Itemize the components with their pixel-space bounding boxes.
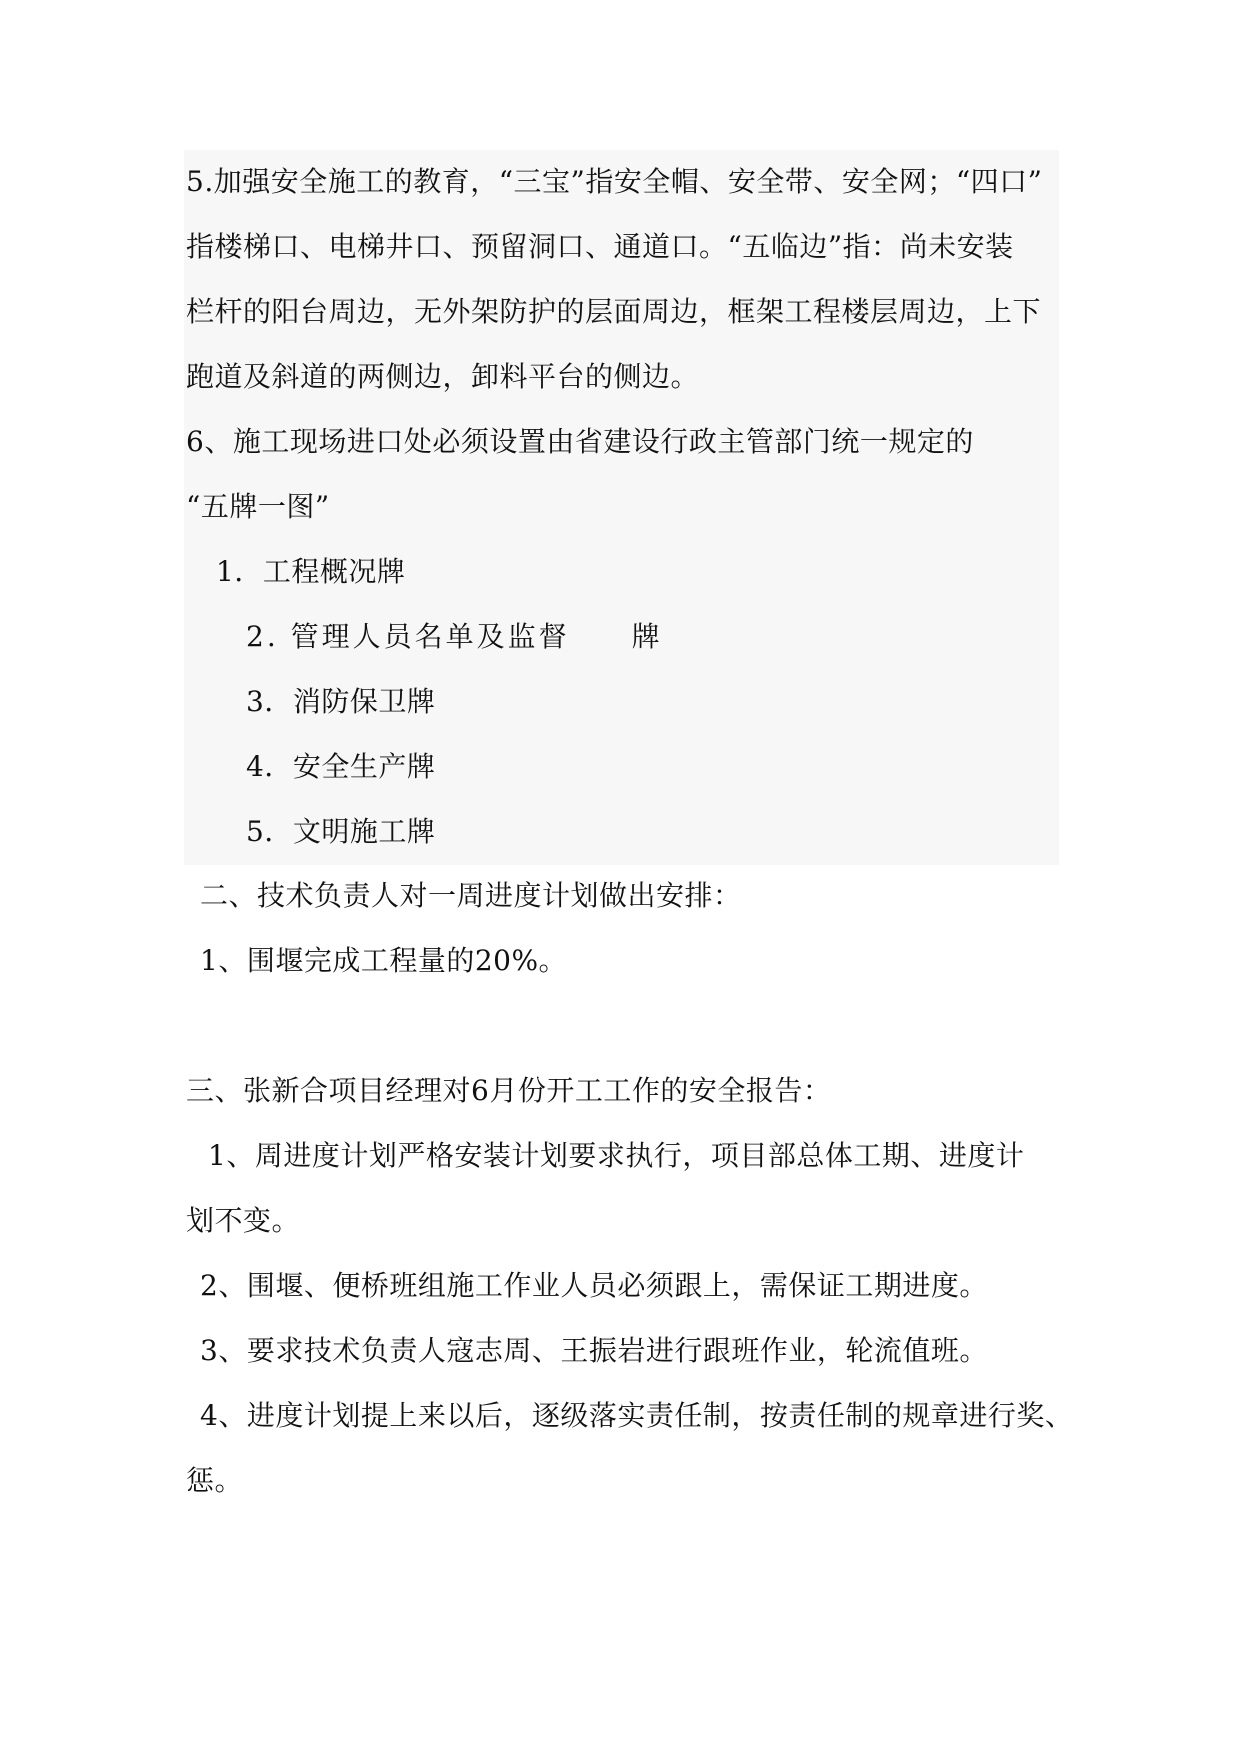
text-line: 6、施工现场进口处必须设置由省建设行政主管部门统一规定的 xyxy=(186,425,974,458)
text-line: 跑道及斜道的两侧边，卸料平台的侧边。 xyxy=(186,360,700,393)
text-line: 3、要求技术负责人寇志周、王振岩进行跟班作业，轮流值班。 xyxy=(200,1334,988,1367)
text-line: 1、围堰完成工程量的20%。 xyxy=(200,944,568,977)
text-line: 5.加强安全施工的教育，“三宝”指安全帽、安全带、安全网；“四口” xyxy=(186,165,1043,198)
text-line: 1、周进度计划严格安装计划要求执行，项目部总体工期、进度计 xyxy=(208,1139,1025,1172)
list-item: 3．消防保卫牌 xyxy=(246,685,436,718)
text-line: 栏杆的阳台周边，无外架防护的层面周边，框架工程楼层周边，上下 xyxy=(186,295,1042,328)
text-line: 指楼梯口、电梯井口、预留洞口、通道口。“五临边”指：尚未安装 xyxy=(186,230,1014,263)
section-heading: 三、张新合项目经理对6月份开工工作的安全报告： xyxy=(186,1074,832,1107)
text-line: 划不变。 xyxy=(186,1204,301,1237)
text-line: 4、进度计划提上来以后，逐级落实责任制，按责任制的规章进行奖、 xyxy=(200,1399,1074,1432)
list-item: 1．工程概况牌 xyxy=(216,555,406,588)
text-line: “五牌一图” xyxy=(186,490,330,523)
list-item: 2. 管理人员名单及监督 牌 xyxy=(246,620,663,653)
text-line: 2、围堰、便桥班组施工作业人员必须跟上，需保证工期进度。 xyxy=(200,1269,988,1302)
section-heading: 二、技术负责人对一周进度计划做出安排： xyxy=(200,879,742,912)
list-item: 5．文明施工牌 xyxy=(246,815,436,848)
text-line: 惩。 xyxy=(186,1464,244,1497)
list-item: 4．安全生产牌 xyxy=(246,750,436,783)
